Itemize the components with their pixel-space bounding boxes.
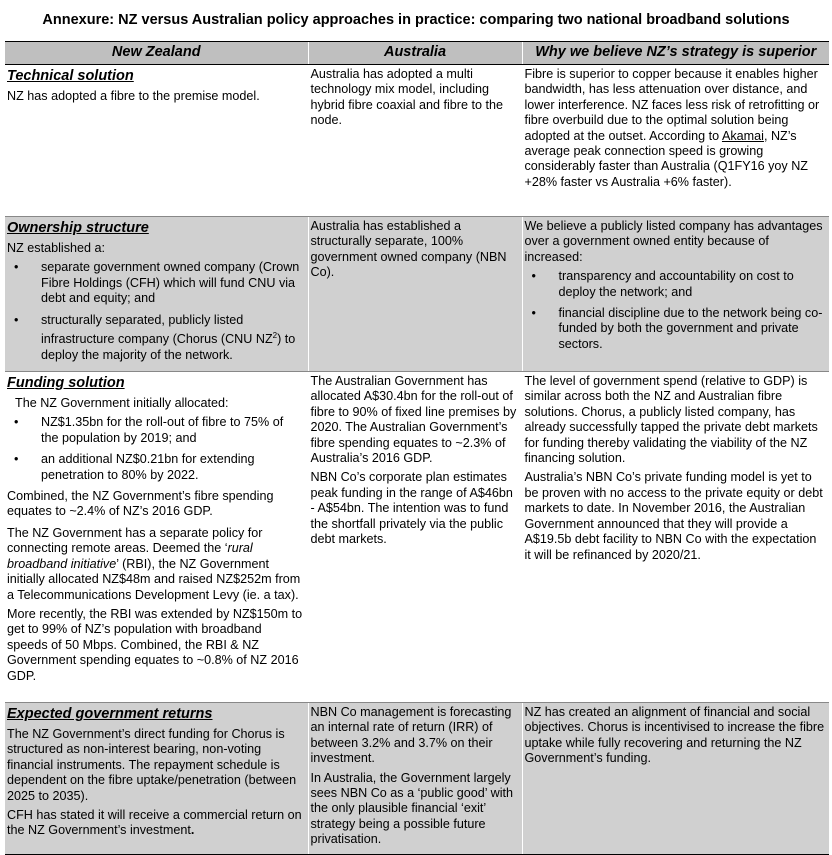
nz-bullets xyxy=(7,415,304,483)
au-text: NBN Co’s corporate plan estimates peak funding in the range of A$46bn - A$54bn. The intention was to fund the shortfall privately via the public debt markets. xyxy=(310,470,513,547)
nz-intro: The NZ Government initially allocated: xyxy=(15,396,229,411)
section-title: Expected government returns xyxy=(7,706,213,723)
bullet-icon: • xyxy=(14,415,19,430)
why-bullets xyxy=(525,269,826,352)
nz-bullets xyxy=(7,260,304,363)
why-cell xyxy=(522,372,829,703)
au-text: Australia has established a structurally separate, 100% government owned company (NBN Co). xyxy=(310,219,507,280)
comparison-table xyxy=(5,41,829,855)
list-item: • NZ$1.35bn for the roll-out of fibre to 75% of the population by 2019; and xyxy=(14,415,284,445)
why-cell xyxy=(522,65,829,217)
australia-cell xyxy=(308,65,522,217)
why-text: Australia’s NBN Co’s private funding model is yet to be proven with no access to the private equity or debt markets to date. In November 2016, the Australian Government announced that they will provide a A$19.5b debt facility to NBN Co with the expectation it will be refinanced by 2020/21. xyxy=(524,470,823,562)
page-title: Annexure: NZ versus Australian policy approaches in practice: comparing two national broadband solutions xyxy=(42,12,790,28)
list-item: • transparency and accountability on cost to deploy the network; and xyxy=(531,269,794,299)
bullet-icon: • xyxy=(531,306,536,321)
row-funding-solution xyxy=(5,372,829,703)
au-text: Australia has adopted a multi technology mix model, including hybrid fibre coaxial and fibre to the node. xyxy=(310,67,504,128)
au-text: NBN Co management is forecasting an internal rate of return (IRR) of between 3.2% and 3.7% on their investment. xyxy=(310,705,512,766)
section-title: Technical solution xyxy=(7,68,134,84)
list-item: • financial discipline due to the network being co-funded by both the government and private sectors. xyxy=(531,306,823,351)
au-text: In Australia, the Government largely sees NBN Co as a ‘public good’ with the only plausible financial ‘exit’ strategy being a possible future privatisation. xyxy=(310,770,514,847)
why-cell xyxy=(522,217,829,372)
section-title: Ownership structure xyxy=(7,220,149,236)
australia-cell xyxy=(308,703,522,855)
why-text: The level of government spend (relative to GDP) is similar across both the NZ and Australian fibre solutions. Chorus, a publicly listed company, has already successfully tapped the private debt markets for funding thereby validating the viability of the NZ financing solution. xyxy=(524,374,818,466)
nz-text: Combined, the NZ Government’s fibre spending equates to ~2.4% of NZ’s 2016 GDP. xyxy=(7,489,274,519)
row-ownership-structure xyxy=(5,217,829,372)
bullet-icon: • xyxy=(531,269,536,284)
header-new-zealand: New Zealand xyxy=(5,42,308,65)
nz-cell xyxy=(5,217,308,372)
nz-text: The NZ Government has a separate policy for connecting remote areas. Deemed the ‘rural broadband initiative’ (RBI), the NZ Government initially allocated NZ$48m and raised NZ$252m from a Telecommunications Development Levy (ie. a tax). xyxy=(7,525,301,602)
akamai-link[interactable]: Akamai xyxy=(721,128,764,143)
row-technical-solution xyxy=(5,65,829,217)
nz-intro: NZ established a: xyxy=(7,241,106,255)
nz-cell xyxy=(5,703,308,855)
nz-text: CFH has stated it will receive a commercial return on the NZ Government’s investment. xyxy=(7,808,302,838)
nz-cell xyxy=(5,372,308,703)
header-australia: Australia xyxy=(308,42,522,65)
why-intro: We believe a publicly listed company has advantages over a government owned entity because of increased: xyxy=(524,219,823,264)
row-expected-government-returns xyxy=(5,703,829,855)
section-title: Funding solution xyxy=(7,375,125,392)
why-text: NZ has created an alignment of financial and social objectives. Chorus is incentivised to increase the fibre uptake while fully recovering and returning the NZ Government’s funding. xyxy=(524,705,825,766)
nz-cell xyxy=(5,65,308,217)
why-text: Fibre is superior to copper because it enables higher bandwidth, has less attenuation over distance, and lower interference. NZ faces less risk of retrofitting or fibre overbuild due to the optimal solution being adopted at the outset. According to Akamai, NZ’s average peak connection speed is growing considerably faster than Australia (Q1FY16 yoy NZ +28% faster vs Australia +6% faster). xyxy=(524,67,820,189)
bullet-icon: • xyxy=(14,260,19,275)
list-item: • separate government owned company (Crown Fibre Holdings (CFH) which will fund CNU via debt and equity; and xyxy=(14,260,300,306)
nz-text: More recently, the RBI was extended by NZ$150m to get to 99% of NZ’s population with broadband speeds of 50 Mbps. Combined, the RBI & NZ Government spending equates to ~0.8% of NZ 2016 GDP. xyxy=(7,606,303,683)
nz-text: The NZ Government’s direct funding for Chorus is structured as non-interest bearing, non-voting financial instruments. The repayment schedule is dependent on the fibre uptake/penetration (between 2025 to 2035). xyxy=(7,727,297,803)
australia-cell xyxy=(308,217,522,372)
au-text: The Australian Government has allocated A$30.4bn for the roll-out of fibre to 90% of fixed line premises by 2020. The Australian Government’s fibre spending equates to ~2.3% of Australia’s 2016 GDP. xyxy=(310,374,517,466)
header-why-superior: Why we believe NZ’s strategy is superior xyxy=(522,42,829,65)
why-cell xyxy=(522,703,829,855)
bullet-icon: • xyxy=(14,312,19,327)
australia-cell xyxy=(308,372,522,703)
bullet-icon: • xyxy=(14,452,19,467)
list-item: • an additional NZ$0.21bn for extending penetration to 80% by 2022. xyxy=(14,452,255,482)
list-item: • structurally separated, publicly listed infrastructure company (Chorus (CNU $NZ^2$) to deploy the majority of the network. xyxy=(14,312,296,362)
nz-text: NZ has adopted a fibre to the premise model. xyxy=(7,89,260,103)
header-row xyxy=(5,42,829,65)
